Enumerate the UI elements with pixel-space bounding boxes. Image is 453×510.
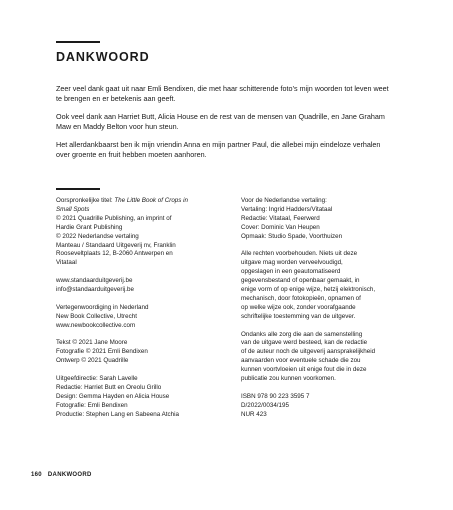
- copyright-line: Hardie Grant Publishing: [56, 223, 123, 231]
- original-title-italic: The Little Book of Crops in: [114, 197, 189, 204]
- disclaimer-line: kunnen voortvloeien uit enige fout die in deze: [241, 366, 367, 374]
- staff-block: [56, 375, 228, 420]
- rights-line: enige vorm of op enige wijze, hetzij elektronisch,: [241, 286, 376, 294]
- representation-line: Vertegenwoordiging in Nederland: [56, 303, 149, 311]
- nur-line: NUR 423: [241, 410, 267, 418]
- colophon-right-column: [241, 197, 409, 420]
- copyright-line: Manteau / Standaard Uitgeverij nv, Franklin: [56, 241, 176, 249]
- rights-block: [241, 250, 409, 321]
- rights-line: mechanisch, door fotokopieën, opnamen of: [241, 294, 361, 302]
- top-rule: [56, 41, 100, 43]
- original-title-label: Oorspronkelijke titel:: [56, 197, 115, 204]
- original-title-block: [56, 197, 228, 268]
- disclaimer-line: of de auteur noch de uitgeverij aansprakelijkheid: [241, 348, 376, 356]
- rights-line: opgeslagen in een geautomatiseerd: [241, 268, 341, 276]
- disclaimer-line: Ondanks alle zorg die aan de samenstelling: [241, 330, 363, 338]
- rights-line: gegevensbestand of openbaar gemaakt, in: [241, 277, 360, 285]
- codes-block: [241, 393, 409, 420]
- copyright-line: © 2021 Quadrille Publishing, an imprint of: [56, 214, 172, 222]
- translation-line: Opmaak: Studio Spade, Voorthuizen: [241, 232, 343, 240]
- copyright-line: Vitataal: [56, 259, 77, 267]
- staff-line: Fotografie: Emli Bendixen: [56, 401, 128, 409]
- website-line: www.standaarduitgeverij.be: [56, 277, 133, 285]
- staff-line: Uitgeefdirectie: Sarah Lavelle: [56, 375, 138, 383]
- acknowledgements-body: [56, 84, 396, 167]
- email-line: info@standaarduitgeverij.be: [56, 286, 134, 294]
- representation-line: www.newbookcollective.com: [56, 321, 136, 329]
- disclaimer-block: [241, 331, 409, 384]
- isbn-line: ISBN 978 90 223 3595 7: [241, 392, 310, 400]
- credits-block: [56, 339, 228, 366]
- disclaimer-line: publicatie zou kunnen voorkomen.: [241, 375, 336, 383]
- intro-paragraph: Ook veel dank aan Harriet Butt, Alicia House en de rest van de mensen van Quadrille, en Jane Graham Maw en Maddy Belton voor hun steun.: [56, 111, 385, 132]
- staff-line: Redactie: Harriet Butt en Oreolu Grillo: [56, 383, 162, 391]
- rights-line: schriftelijke toestemming van de uitgever.: [241, 312, 356, 320]
- translation-line: Cover: Dominic Van Heupen: [241, 223, 320, 231]
- page-footer: [31, 472, 98, 478]
- original-title-line: [56, 197, 228, 206]
- credit-line: Fotografie © 2021 Emli Bendixen: [56, 348, 148, 356]
- page-title: DANKWOORD: [56, 50, 150, 64]
- original-title-italic-line2: Small Spots: [56, 205, 90, 213]
- copyright-line: © 2022 Nederlandse vertaling: [56, 232, 139, 240]
- depot-line: D/2022/0034/195: [241, 401, 289, 409]
- translation-line: Redactie: Vitataal, Feerwerd: [241, 214, 320, 222]
- colophon-left-column: [56, 197, 228, 420]
- representation-line: New Book Collective, Utrecht: [56, 312, 137, 320]
- credit-line: Tekst © 2021 Jane Moore: [56, 339, 128, 347]
- staff-line: Productie: Stephen Lang en Sabeena Atchia: [56, 410, 180, 418]
- intro-paragraph: Het allerdankbaarst ben ik mijn vriendin Anna en mijn partner Paul, die allebei mijn eindeloze verhalen over groente en fruit hebben moeten aanhoren.: [56, 139, 381, 160]
- section-rule: [56, 188, 100, 190]
- staff-line: Design: Gemma Hayden en Alicia House: [56, 392, 170, 400]
- rights-line: Alle rechten voorbehouden. Niets uit deze: [241, 250, 358, 258]
- running-head: DANKWOORD: [47, 472, 92, 478]
- translation-block: [241, 197, 409, 242]
- intro-paragraph: Zeer veel dank gaat uit naar Emli Bendixen, die met haar schitterende foto’s mijn woorden tot leven weet te brengen en er betekenis aan geeft.: [56, 84, 389, 104]
- rights-line: op welke wijze ook, zonder voorafgaande: [241, 303, 356, 311]
- rights-line: uitgave mag worden verveelvoudigd,: [241, 259, 343, 267]
- copyright-line: Rooseveltplaats 12, B-2060 Antwerpen en: [56, 250, 173, 258]
- translation-line: Voor de Nederlandse vertaling:: [241, 197, 327, 204]
- page-number: 160: [31, 472, 42, 478]
- disclaimer-line: van de uitgave werd besteed, kan de redactie: [241, 339, 368, 347]
- credit-line: Ontwerp © 2021 Quadrille: [56, 357, 129, 365]
- representation-block: [56, 304, 228, 331]
- websites-block: [56, 277, 228, 295]
- disclaimer-line: aanvaarden voor eventuele schade die zou: [241, 357, 361, 365]
- translation-line: Vertaling: Ingrid Hadders/Vitataal: [241, 205, 333, 213]
